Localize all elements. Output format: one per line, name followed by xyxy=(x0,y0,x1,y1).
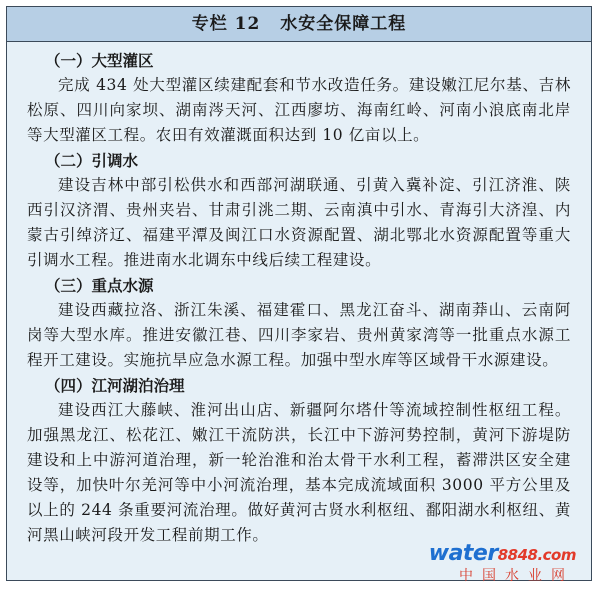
box-title-number: 专栏 12 xyxy=(191,14,261,34)
watermark-brand: water xyxy=(428,541,498,566)
section-heading-key-water-sources: （三）重点水源 xyxy=(45,276,154,295)
watermark-number: 8848 xyxy=(497,546,538,564)
section-text-river-lake-management: 建设西江大藤峡、淮河出山店、新疆阿尔塔什等流域控制性枢纽工程。加强黑龙江、松花江、嫩江干流防洪，长江中下游河势控制，黄河下游堤防建设和上中游河道治理，新一轮治淮和治太骨干水利工程，蓄滞洪区安全建设等，加快叶尔羌河等中小河流治理，基本完成流域面积 3000 平方公里及以上的 244 条重要河流治理。做好黄河古贤水利枢纽、鄱阳湖水利枢纽、黄河黑山峡河段开发工程前期工作。 xyxy=(27,401,571,544)
section-text-key-water-sources: 建设西藏拉洛、浙江朱溪、福建霍口、黑龙江奋斗、湖南莽山、云南阿岗等大型水库。推进安徽江巷、四川李家岩、贵州黄家湾等一批重点水源工程开工建设。实施抗旱应急水源工程。加强中型水库等区域骨干水源建设。 xyxy=(27,301,571,369)
box-title-text: 水安全保障工程 xyxy=(280,14,407,34)
watermark-cn-name: 中国水业网 xyxy=(459,568,574,584)
section-text-water-diversion: 建设吉林中部引松供水和西部河湖联通、引黄入冀补淀、引江济淮、陕西引汉济渭、贵州夹岩、甘肃引洮二期、云南滇中引水、青海引大济湟、内蒙古引绰济辽、福建平潭及闽江口水资源配置、湖北鄂北水资源配置等重大引调水工程。推进南水北调东中线后续工程建设。 xyxy=(27,176,571,269)
box-content xyxy=(7,42,591,548)
section-heading-river-lake-management: （四）江河湖泊治理 xyxy=(45,376,185,395)
watermark-logo xyxy=(429,541,576,566)
section-text-irrigation: 完成 434 处大型灌区续建配套和节水改造任务。建设嫩江尼尔基、吉林松原、四川向家坝、湖南涔天河、江西廖坊、海南红岭、河南小浪底南北岸等大型灌区工程。农田有效灌溉面积达到 10 亿亩以上。 xyxy=(27,76,571,144)
section-heading-water-diversion: （二）引调水 xyxy=(45,151,139,170)
site-watermark xyxy=(426,541,576,585)
policy-box xyxy=(6,6,592,581)
section-heading-irrigation: （一）大型灌区 xyxy=(45,51,154,70)
box-title xyxy=(7,7,591,42)
watermark-domain: .com xyxy=(537,546,576,564)
